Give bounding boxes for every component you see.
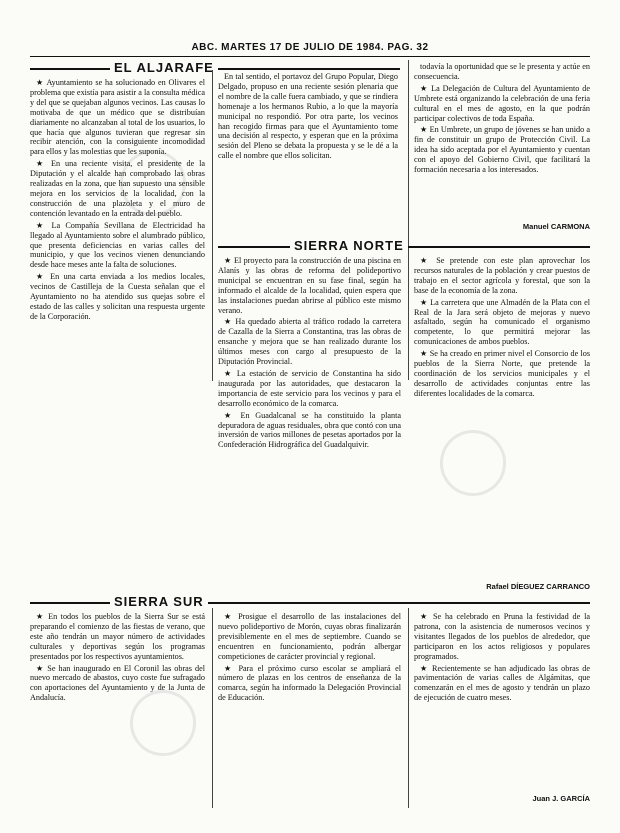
article-paragraph: ★ Para el próximo curso escolar se ampliará el número de plazas en los centros de enseñanza de la comarca, según ha informado la Delegación Provincial de Educación.	[218, 663, 401, 703]
header-rule	[30, 56, 590, 57]
article-paragraph: ★ En Guadalcanal se ha constituido la planta depuradora de aguas residuales, obra que contó con una inversión de varios millones de pesetas aportados por la Confederación Hidrográfica del Guadalquivir.	[218, 410, 401, 450]
article-paragraph: ★ La estación de servicio de Constantina ha sido inaugurada por las autoridades, que destacaron la importancia de este servicio para los vecinos y para el desarrollo económico de la comarca.	[218, 368, 401, 408]
page-header: ABC. MARTES 17 DE JULIO DE 1984. PAG. 32	[191, 42, 429, 53]
article-paragraph: ★ La carretera que une Almadén de la Plata con el Real de la Jara será objeto de mejoras y nuevo asfaltado, según ha comunicado el organismo competente, lo que permitirá mejorar las comunicaciones de ambos pueblos.	[414, 297, 590, 347]
byline-norte: Rafael DÍEGUEZ CARRANCO	[486, 582, 590, 591]
article-paragraph: ★ Ha quedado abierta al tráfico rodado la carretera de Cazalla de la Sierra a Constantina, tras las obras de ensanche y mejora que se han realizado durante los últimos meses con cargo al presupuesto de la Diputación Provincial.	[218, 317, 401, 367]
byline-aljarafe: Manuel CARMONA	[522, 222, 590, 231]
aljarafe-column-3	[414, 62, 590, 220]
article-paragraph: ★ Se ha creado en primer nivel el Consorcio de los pueblos de la Sierra Norte, que pretende la coordinación de los servicios municipales y el desarrollo de actividades conjuntas entre las diferentes localidades de la comarca.	[414, 349, 590, 398]
article-paragraph: En tal sentido, el portavoz del Grupo Popular, Diego Delgado, propuso en una reciente sesión plenaria que el nombre de la calle fuera cambiado, y que se rindiera homenaje a los hermanos Rubio, a lo que la mayoría municipal no respondió. Por otra parte, los vecinos han recogido firmas para que el Ayuntamiento tome una decisión al respecto, y esperan que en la próxima sesión del Pleno se debata la propuesta y se le dé a la calle el nombre que ellos solicitan.	[218, 72, 398, 161]
article-paragraph: ★ En una reciente visita, el presidente de la Diputación y el alcalde han comprobado las obras realizadas en la zona, que han supuesto una sensible mejora en los servicios de la localidad, con la construcción de una plazoleta y el muro de contención levantado en la entrada del pueblo.	[30, 159, 205, 218]
byline-sur: Juan J. GARCÍA	[532, 794, 590, 803]
aljarafe-column-2	[218, 72, 398, 234]
sur-column-3	[414, 612, 590, 790]
sur-column-1	[30, 612, 205, 802]
article-paragraph: ★ Ayuntamiento se ha solucionado en Olivares el problema que existía para asistir a la consulta médica y del que se quejaban algunos vecinos. Las causas lo motivaba de que un médico que se distribuían diariamente no alcanzaban al total de los usuarios, lo que hacía que algunos tuvieran que regresar sin recibir atención, con la consiguiente incomodidad para ellos y las molestias que les suponía.	[30, 78, 205, 157]
article-paragraph: ★ El proyecto para la construcción de una piscina en Alanís y las obras de reforma del polideportivo municipal se encuentran en su fase final, según ha informado el alcalde de la localidad, quien espera que las instalaciones puedan abrirse al público este mismo verano.	[218, 256, 401, 315]
article-paragraph: ★ La Delegación de Cultura del Ayuntamiento de Umbrete está organizando la celebración de una feria cultural en el mes de agosto, en la que podrán participar colectivos de toda España.	[414, 83, 590, 123]
sur-column-2	[218, 612, 401, 802]
article-paragraph: ★ Recientemente se han adjudicado las obras de pavimentación de varias calles de Algámitas, que comenzarán en el mes de agosto y tendrán un plazo de ejecución de cuatro meses.	[414, 663, 590, 703]
article-paragraph: ★ En todos los pueblos de la Sierra Sur se está preparando el comienzo de las fiestas de verano, que este año tendrán un mayor número de actividades culturales y deportivas según los programas presentados por los respectivos ayuntamientos.	[30, 612, 205, 661]
article-paragraph: ★ Se ha celebrado en Pruna la festividad de la patrona, con la asistencia de numerosos vecinos y visitantes llegados de los pueblos de alrededor, que participaron en los actos religiosos y populares programados.	[414, 612, 590, 661]
article-paragraph: todavía la oportunidad que se le presenta y actúe en consecuencia.	[414, 62, 590, 81]
aljarafe-column-1	[30, 78, 205, 381]
article-paragraph: ★ Se han inaugurado en El Coronil las obras del nuevo mercado de abastos, cuyo coste fue sufragado con aportaciones del Ayuntamiento y de la Junta de Andalucía.	[30, 663, 205, 703]
norte-column-2	[414, 256, 590, 578]
norte-column-1	[218, 256, 401, 592]
section-title-sur: SIERRA SUR	[110, 594, 208, 609]
article-paragraph: ★ En una carta enviada a los medios locales, vecinos de Castilleja de la Cuesta señalan que el Ayuntamiento no ha atendido sus quejas sobre el estado de las calles y solicitan una respuesta urgente de la Corporación.	[30, 272, 205, 321]
section-title-aljarafe: EL ALJARAFE	[110, 60, 218, 75]
article-paragraph: ★ Se pretende con este plan aprovechar los recursos naturales de la población y crear puestos de trabajo en el sector agrícola y forestal, que son la base de la economía de la zona.	[414, 256, 590, 295]
article-paragraph: ★ La Compañía Sevillana de Electricidad ha llegado al Ayuntamiento sobre el alumbrado público, que presenta deficiencias en varias calles del municipio, y que los vecinos vienen denunciando desde hace meses ante la falta de soluciones.	[30, 220, 205, 270]
article-paragraph: ★ En Umbrete, un grupo de jóvenes se han unido a fin de constituir un grupo de Protección Civil. La idea ha sido aceptada por el Ayuntamiento y cuentan con el apoyo del Gobierno Civil, que facilitará la formación necesaria a los interesados.	[414, 125, 590, 175]
section-title-norte: SIERRA NORTE	[290, 238, 408, 253]
article-paragraph: ★ Prosigue el desarrollo de las instalaciones del nuevo polideportivo de Morón, cuyas obras finalizarán previsiblemente en el mes de septiembre. Cuando se encuentren en funcionamiento, podrán albergar competiciones de carácter provincial y regional.	[218, 612, 401, 661]
